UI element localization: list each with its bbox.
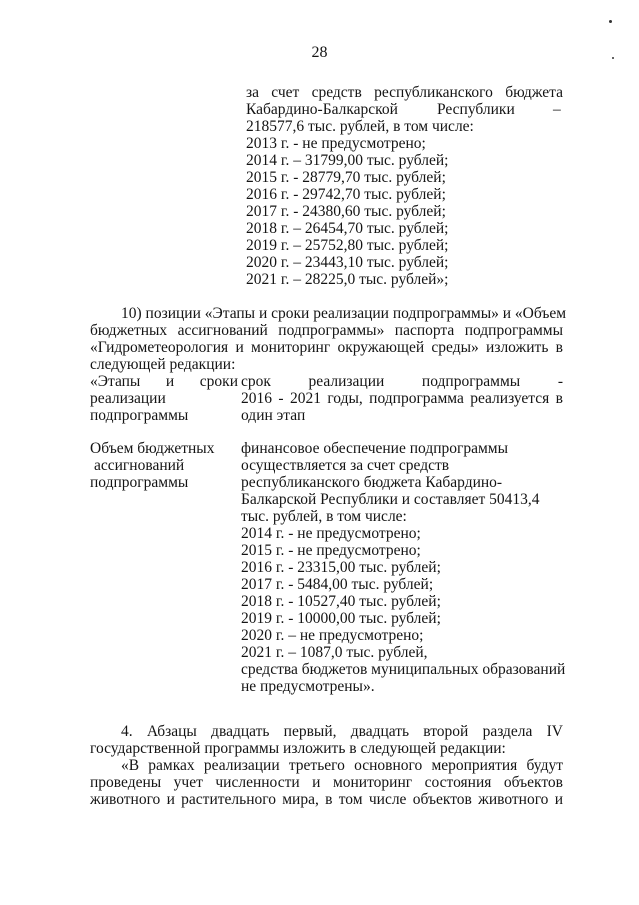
row-value-line: 2017 г. - 5484,00 тыс. рублей; — [241, 576, 434, 593]
text-line: 4. Абзацы двадцать первый, двадцать второй раздела IV — [121, 723, 563, 740]
text-line: Республики — [437, 101, 515, 118]
text-line: – — [553, 101, 561, 118]
text-line: 218577,6 тыс. рублей, в том числе: — [246, 118, 474, 135]
row-value-line: 2014 г. - не предусмотрено; — [241, 525, 421, 542]
scan-mark-dot — [612, 57, 614, 59]
row-label-line: «Этапы и сроки — [90, 373, 238, 390]
row-value-line: 2016 - 2021 годы, подпрограмма реализуется в — [241, 390, 563, 407]
row-value-line: средства бюджетов муниципальных образований — [241, 661, 566, 678]
text-line: 10) позиции «Этапы и сроки реализации подпрограммы» и «Объем — [121, 305, 567, 322]
year-line: 2013 г. - не предусмотрено; — [246, 135, 426, 152]
row-value-line: осуществляется за счет средств — [241, 457, 450, 474]
row-value-line: 2016 г. - 23315,00 тыс. рублей; — [241, 559, 441, 576]
row-label-line: реализации — [90, 390, 166, 407]
row-value-line: срок реализации подпрограммы - — [241, 373, 563, 390]
row-label-line: подпрограммы — [90, 407, 189, 424]
row-value-line: не предусмотрены». — [241, 678, 375, 695]
row-value-line: 2018 г. - 10527,40 тыс. рублей; — [241, 593, 441, 610]
row-value-line: тыс. рублей, в том числе: — [241, 508, 407, 525]
row-label-line: ассигнований — [94, 457, 185, 474]
year-line: 2020 г. – 23443,10 тыс. рублей; — [246, 254, 449, 271]
row-value-line: один этап — [241, 407, 306, 424]
year-line: 2015 г. - 28779,70 тыс. рублей; — [246, 169, 446, 186]
row-label-line: подпрограммы — [90, 474, 189, 491]
row-value-line: финансовое обеспечение подпрограммы — [241, 440, 509, 457]
row-value-line: 2021 г. – 1087,0 тыс. рублей, — [241, 644, 428, 661]
row-value-line: Балкарской Республики и составляет 50413,4 — [241, 491, 540, 508]
row-label-line: Объем бюджетных — [90, 440, 215, 457]
text-line: государственной программы изложить в следующей редакции: — [90, 740, 506, 757]
year-line: 2018 г. – 26454,70 тыс. рублей; — [246, 220, 449, 237]
year-line: 2017 г. - 24380,60 тыс. рублей; — [246, 203, 446, 220]
year-line: 2014 г. – 31799,00 тыс. рублей; — [246, 152, 449, 169]
scan-mark-dot — [609, 20, 612, 23]
text-line: «Гидрометеорология и мониторинг окружающей среды» изложить в — [90, 339, 563, 356]
page-number: 28 — [311, 44, 328, 61]
text-line: Кабардино-Балкарской — [246, 101, 398, 118]
row-value-line: 2019 г. - 10000,00 тыс. рублей; — [241, 610, 441, 627]
text-line: за счет средств республиканского бюджета — [246, 84, 563, 101]
text-line: бюджетных ассигнований подпрограммы» паспорта подпрограммы — [90, 322, 563, 339]
year-line: 2019 г. – 25752,80 тыс. рублей; — [246, 237, 449, 254]
row-value-line: 2015 г. - не предусмотрено; — [241, 542, 421, 559]
row-value-line: республиканского бюджета Кабардино- — [241, 474, 503, 491]
text-line: «В рамках реализации третьего основного мероприятия будут — [121, 757, 563, 774]
row-value-line: 2020 г. – не предусмотрено; — [241, 627, 424, 644]
text-line: следующей редакции: — [90, 356, 236, 373]
year-line: 2016 г. - 29742,70 тыс. рублей; — [246, 186, 446, 203]
text-line: животного и растительного мира, в том числе объектов животного и — [90, 791, 563, 808]
year-line: 2021 г. – 28225,0 тыс. рублей»; — [246, 271, 449, 288]
text-line: проведены учет численности и мониторинг состояния объектов — [90, 774, 563, 791]
